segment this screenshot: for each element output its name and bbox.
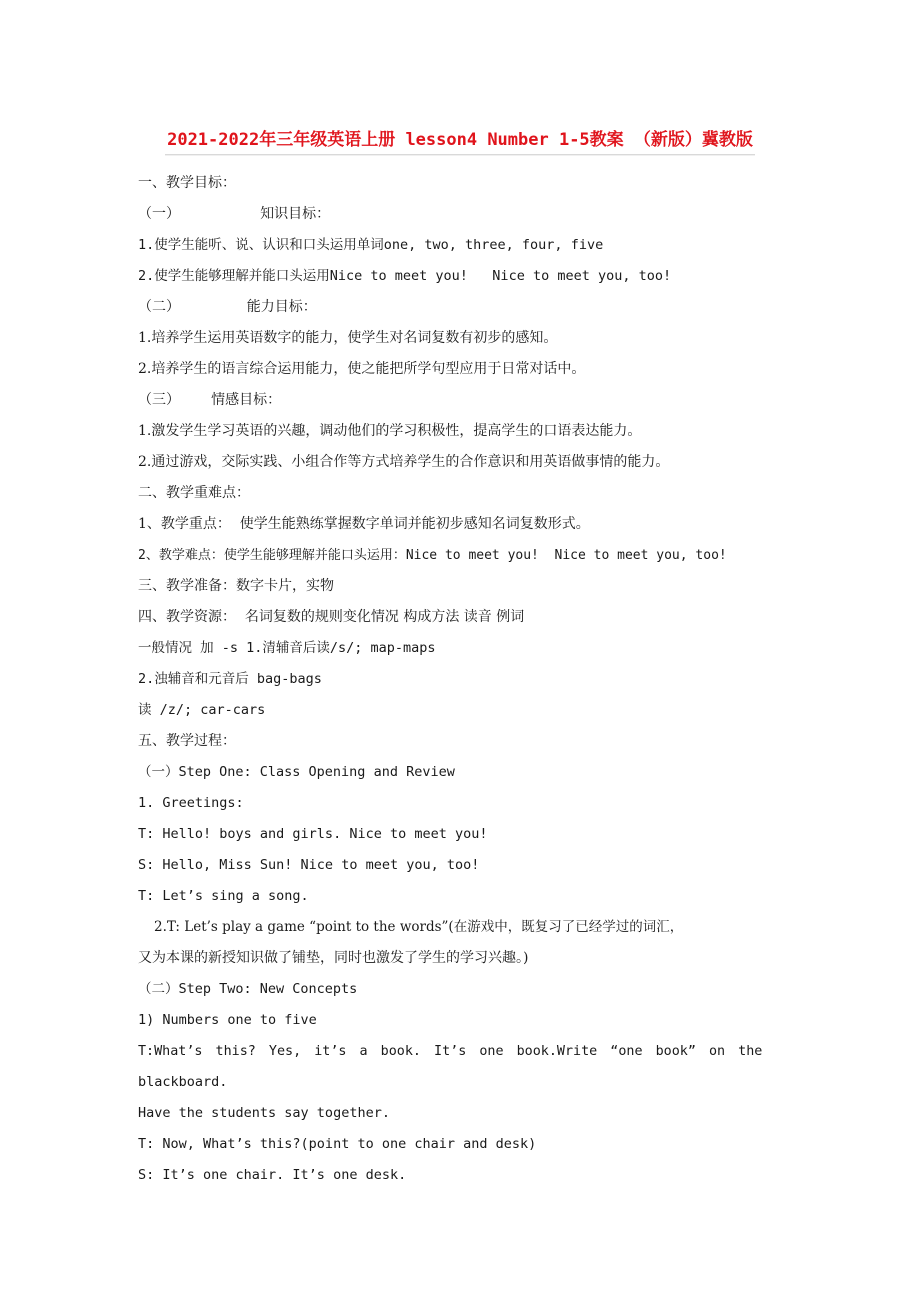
subheading-emotion: （三） 情感目标： xyxy=(138,392,282,408)
document-body xyxy=(138,168,814,1191)
plural-rule-voiced: 2.浊辅音和元音后 bag-bags xyxy=(138,671,322,687)
greetings-label: 1. Greetings: xyxy=(138,795,244,811)
section-heading-key-points: 二、教学重难点： xyxy=(138,485,250,501)
subheading-ability: （二） 能力目标： xyxy=(138,299,317,315)
numbers-subheading: 1) Numbers one to five xyxy=(138,1012,317,1028)
step-one-heading: （一）Step One: Class Opening and Review xyxy=(138,764,455,780)
game-instruction: 2.T: Let’s play a game “point to the words”(在游戏中，既复习了已经学过的词汇， xyxy=(154,919,684,935)
ability-item-2: 2.培养学生的语言综合运用能力，使之能把所学句型应用于日常对话中。 xyxy=(138,361,586,377)
dialogue-teacher-3: T:What’s this? Yes, it’s a book. It’s one book.Write “one book” on the xyxy=(138,1044,763,1059)
dialogue-student-2: S: It’s one chair. It’s one desk. xyxy=(138,1167,407,1183)
subheading-knowledge: （一） 知识目标： xyxy=(138,206,331,222)
plural-rule-pronunciation: 读 /z/; car-cars xyxy=(138,702,266,718)
dialogue-student-1: S: Hello, Miss Sun! Nice to meet you, too! xyxy=(138,857,480,873)
knowledge-item-1: 1.使学生能听、说、认识和口头运用单词one, two, three, four, five xyxy=(138,237,604,253)
document-title: 2021-2022年三年级英语上册 lesson4 Number 1-5教案 （新版）冀教版 xyxy=(165,122,755,155)
section-heading-resources: 四、教学资源： 名词复数的规则变化情况 构成方法 读音 例词 xyxy=(138,609,525,625)
dialogue-teacher-3-continued: blackboard. xyxy=(138,1074,228,1090)
dialogue-teacher-4: T: Now, What’s this?(point to one chair and desk) xyxy=(138,1136,537,1152)
section-heading-preparation: 三、教学准备：数字卡片，实物 xyxy=(138,578,334,594)
dialogue-teacher-1: T: Hello! boys and girls. Nice to meet you! xyxy=(138,826,488,842)
section-heading-objectives: 一、教学目标： xyxy=(138,175,236,191)
key-point-difficulty: 2、教学难点：使学生能够理解并能口头运用：Nice to meet you! Nice to meet you, too! xyxy=(138,548,727,563)
plural-rule-general: 一般情况 加 -s 1.清辅音后读/s/; map-maps xyxy=(138,640,436,656)
instruction-say-together: Have the students say together. xyxy=(138,1105,390,1121)
game-instruction-continued: 又为本课的新授知识做了铺垫，同时也激发了学生的学习兴趣。) xyxy=(138,950,529,966)
ability-item-1: 1.培养学生运用英语数字的能力，使学生对名词复数有初步的感知。 xyxy=(138,330,558,346)
emotion-item-2: 2.通过游戏，交际实践、小组合作等方式培养学生的合作意识和用英语做事情的能力。 xyxy=(138,454,670,470)
section-heading-process: 五、教学过程： xyxy=(138,733,236,749)
knowledge-item-2: 2.使学生能够理解并能口头运用Nice to meet you! Nice to meet you, too! xyxy=(138,268,672,284)
emotion-item-1: 1.激发学生学习英语的兴趣，调动他们的学习积极性，提高学生的口语表达能力。 xyxy=(138,423,642,439)
dialogue-teacher-2: T: Let’s sing a song. xyxy=(138,888,309,904)
title-container xyxy=(0,122,920,155)
key-point-focus: 1、教学重点： 使学生能熟练掌握数字单词并能初步感知名词复数形式。 xyxy=(138,516,590,532)
step-two-heading: （二）Step Two: New Concepts xyxy=(138,981,358,997)
